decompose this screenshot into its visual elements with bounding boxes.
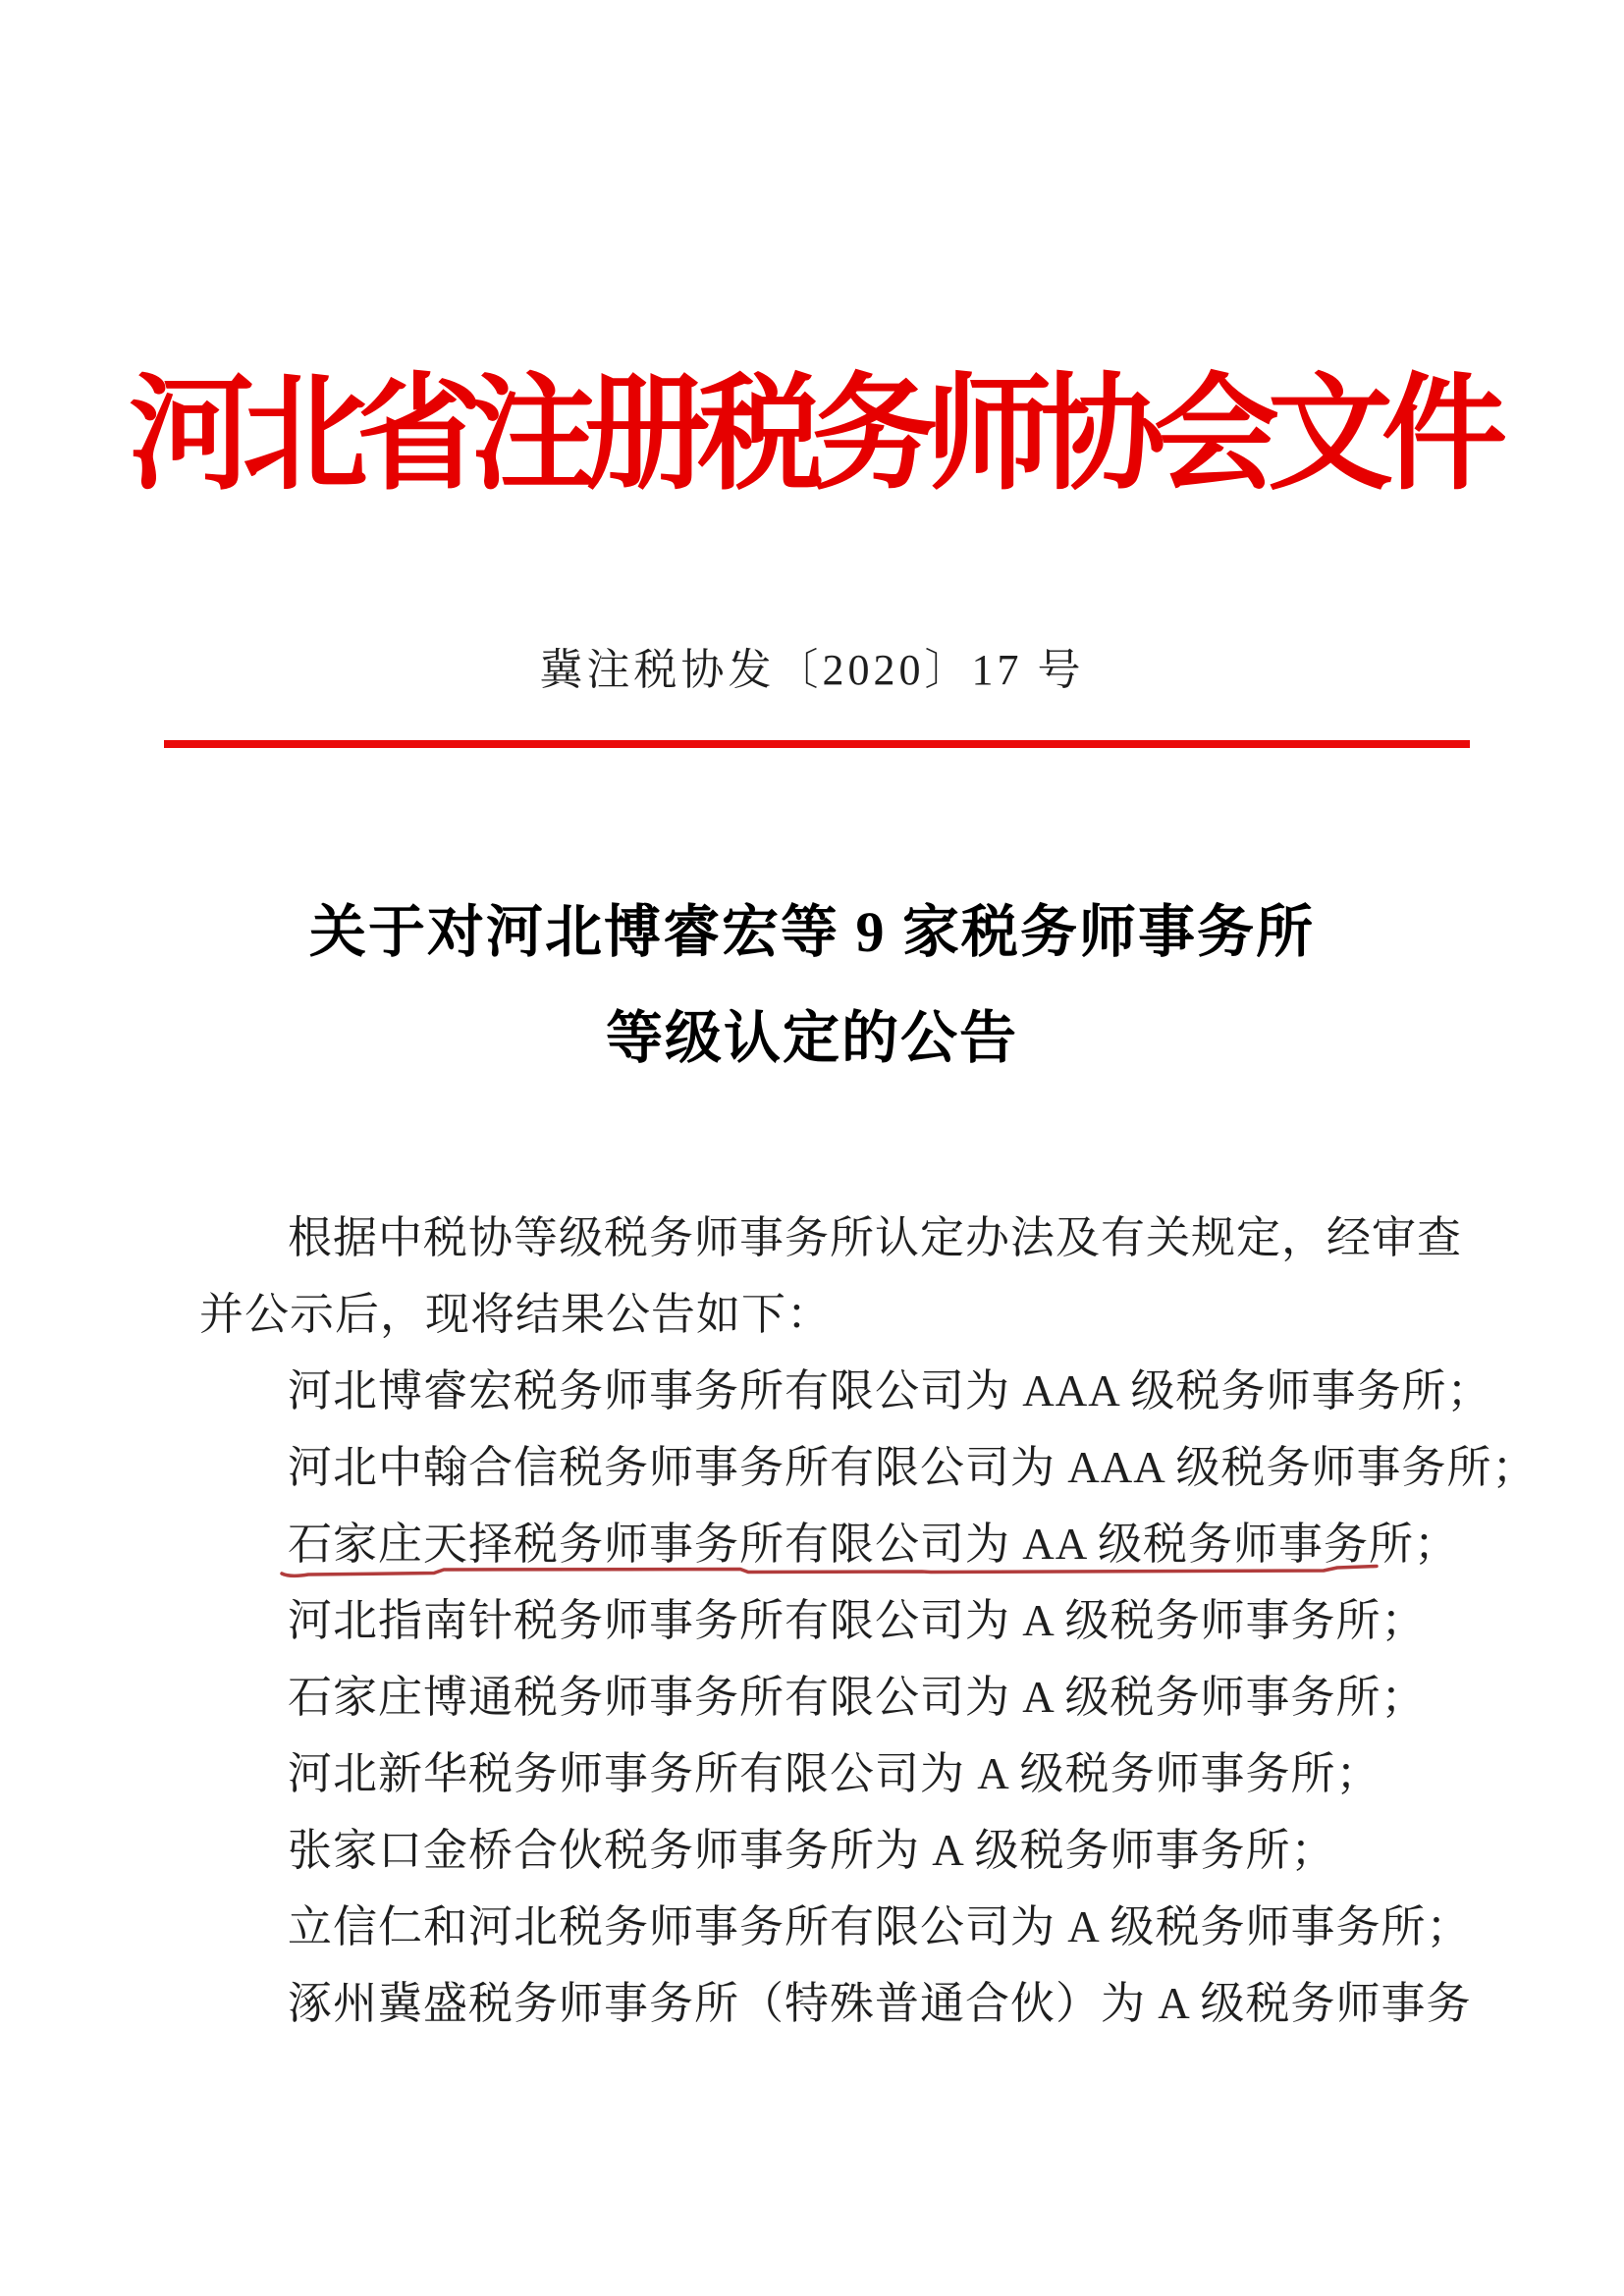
- rating-item-1: 河北博睿宏税务师事务所有限公司为 AAA 级税务师事务所；: [288, 1366, 1492, 1415]
- rating-item-9: 涿州冀盛税务师事务所（特殊普通合伙）为 A 级税务师事务: [288, 1979, 1472, 2028]
- agency-header-title: 河北省注册税务师协会文件: [128, 365, 1495, 505]
- paragraph-line-2: 并公示后，现将结果公告如下：: [199, 1290, 833, 1339]
- rating-item-8: 立信仁和河北税务师事务所有限公司为 A 级税务师事务所；: [288, 1902, 1472, 1951]
- announcement-title-line1: 关于对河北博睿宏等 9 家税务师事务所: [308, 900, 1315, 964]
- announcement-title-line2: 等级认定的公告: [605, 1006, 1018, 1070]
- rating-item-2: 河北中翰合信税务师事务所有限公司为 AAA 级税务师事务所；: [288, 1443, 1538, 1492]
- document-number: 冀注税协发〔2020〕17 号: [539, 646, 1085, 694]
- rating-item-4: 河北指南针税务师事务所有限公司为 A 级税务师事务所；: [288, 1596, 1427, 1645]
- red-underline-annotation: [279, 1561, 1382, 1578]
- announcement-title: [0, 880, 1624, 1092]
- announcement-body: [199, 1200, 1538, 2042]
- rating-item-3-underlined: 石家庄天择税务师事务所有限公司为 AA 级税务师事务所；: [288, 1520, 1460, 1569]
- rating-item-7: 张家口金桥合伙税务师事务所为 A 级税务师事务所；: [288, 1826, 1336, 1875]
- rating-item-5: 石家庄博通税务师事务所有限公司为 A 级税务师事务所；: [288, 1673, 1427, 1722]
- rating-item-6: 河北新华税务师事务所有限公司为 A 级税务师事务所；: [288, 1749, 1381, 1798]
- paragraph-line-1: 根据中税协等级税务师事务所认定办法及有关规定，经审查: [288, 1213, 1463, 1262]
- red-divider-rule: [164, 740, 1470, 748]
